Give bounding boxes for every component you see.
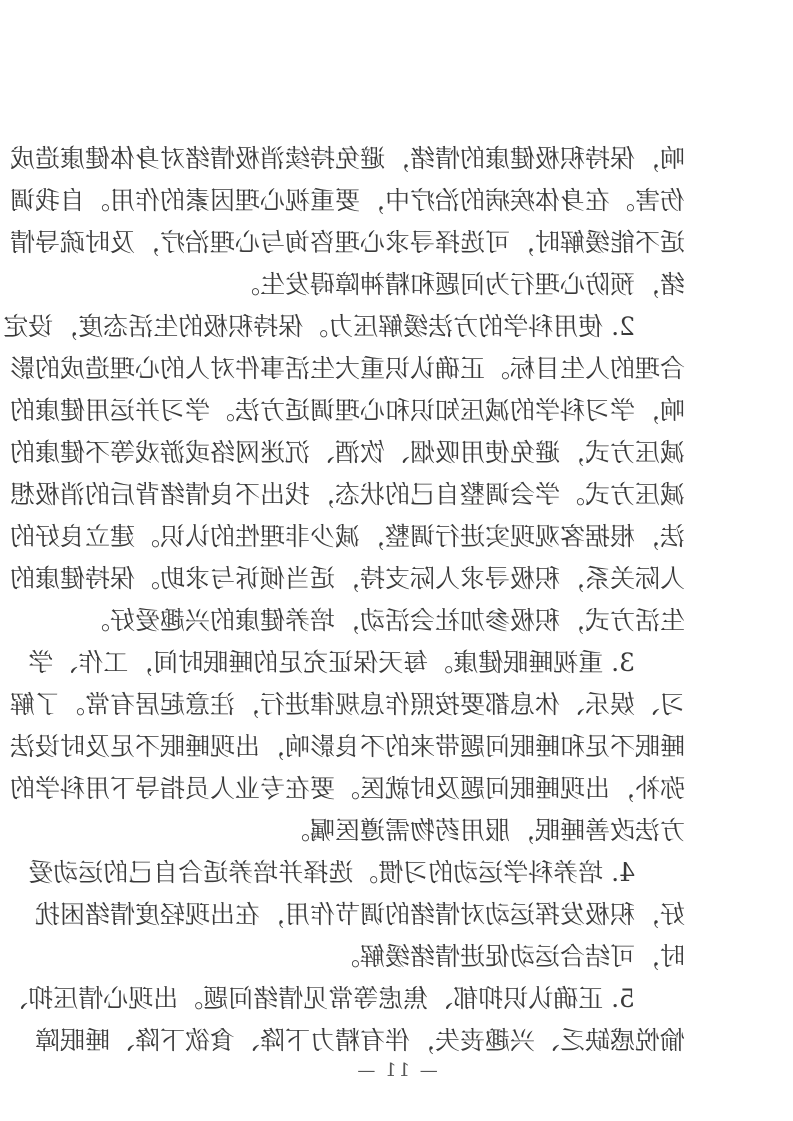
text-line: 5. 正确认识抑郁、焦虑等常见情绪问题。出现心情压抑、 [3,984,685,1013]
text-line: 3. 重视睡眠健康。每天保证充足的睡眠时间，工作、学 [28,648,685,677]
page-number: — 11 — [355,1060,438,1081]
text-line: 适不能缓解时，可选择寻求心理咨询与心理治疗，及时疏导情 [9,228,685,257]
text-line: 减压方式。学会调整自己的状态，找出不良情绪背后的消极想 [9,480,685,509]
text-line: 4. 培养科学运动的习惯。选择并培养适合自己的运动爱 [28,858,685,887]
text-line: 时，可结合运动促进情绪缓解。 [334,942,685,971]
text-line: 愉悦感缺乏、兴趣丧失，伴有精力下降、食欲下降、睡眠障 [34,1026,685,1055]
text-line: 习、娱乐、休息都要按照作息规律进行，注意起居有常。了解 [9,690,685,719]
text-line: 伤害。在身体疾病的治疗中，要重视心理因素的作用。自我调 [9,186,685,215]
text-line: 法，根据客观现实进行调整，减少非理性的认识。建立良好的 [9,522,685,551]
text-line: 响，保持积极健康的情绪，避免持续消极情绪对身体健康造成 [9,144,685,173]
text-line: 方法改善睡眠，服用药物需遵医嘱。 [284,816,685,845]
body-text [3,138,685,1062]
text-line: 弥补，出现睡眠问题及时就医。要在专业人员指导下用科学的 [9,774,685,803]
text-line: 绪，预防心理行为问题和精神障碍发生。 [234,270,685,299]
text-line: 好，积极发挥运动对情绪的调节作用，在出现轻度情绪困扰 [34,900,685,929]
text-line: 2. 使用科学的方法缓解压力。保持积极的生活态度，设定 [3,312,685,341]
text-line: 人际关系，积极寻求人际支持，适当倾诉与求助。保持健康的 [9,564,685,593]
text-line: 合理的人生目标。正确认识重大生活事件对人的心理造成的影 [9,354,685,383]
text-line: 睡眠不足和睡眠问题带来的不良影响，出现睡眠不足及时设法 [9,732,685,761]
text-line: 响，学习科学的减压知识和心理调适方法。学习并运用健康的 [9,396,685,425]
text-line: 减压方式，避免使用吸烟、饮酒、沉迷网络或游戏等不健康的 [9,438,685,467]
text-line: 生活方式，积极参加社会活动，培养健康的兴趣爱好。 [84,606,685,635]
